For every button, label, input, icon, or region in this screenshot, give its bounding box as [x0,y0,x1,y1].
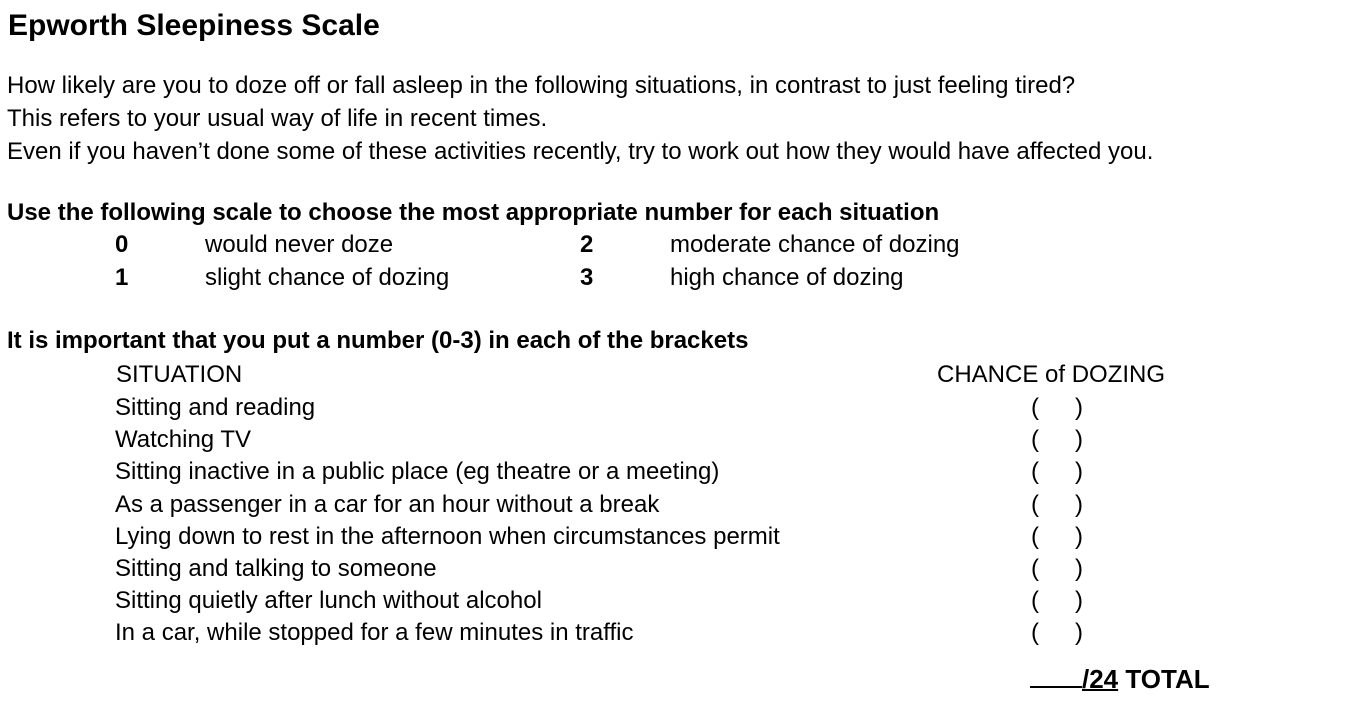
scale-description: high chance of dozing [670,264,904,291]
scale-description: slight chance of dozing [205,264,450,291]
scale-value: 2 [580,231,594,258]
situation-label: Watching TV [115,426,252,454]
scale-value: 3 [580,264,594,291]
total-max: /24 [1082,664,1119,694]
situation-row: Sitting quietly after lunch without alcohol ( ) [0,585,1352,617]
scale-row [0,262,1352,294]
situation-row: Lying down to rest in the afternoon when circumstances permit ( ) [0,521,1352,553]
situation-column-header: SITUATION [116,361,243,388]
situation-label: As a passenger in a car for an hour without a break [115,490,660,518]
situation-row: As a passenger in a car for an hour without a break ( ) [0,489,1352,521]
situation-label: In a car, while stopped for a few minutes in traffic [115,619,634,647]
situation-label: Sitting inactive in a public place (eg theatre or a meeting) [115,458,720,486]
situation-row: In a car, while stopped for a few minutes in traffic ( ) [0,617,1352,649]
intro-paragraph [7,69,1153,168]
situation-label: Sitting quietly after lunch without alcohol [115,587,542,615]
chance-column-header: CHANCE of DOZING [937,361,1166,388]
situation-row: Sitting and talking to someone ( ) [0,553,1352,585]
intro-line: Even if you haven’t done some of these activities recently, try to work out how they would have affected you. [7,138,1154,165]
page-title: Epworth Sleepiness Scale [8,9,380,42]
total-label: TOTAL [1125,664,1210,694]
situation-row: Sitting inactive in a public place (eg theatre or a meeting) ( ) [0,456,1352,488]
situation-list [0,392,1352,650]
scale-value: 1 [115,264,129,291]
total-score [1030,662,1210,696]
situation-label: Sitting and talking to someone [115,554,437,582]
instructions-heading: It is important that you put a number (0-3) in each of the brackets [7,327,749,354]
situation-row: Sitting and reading ( ) [0,392,1352,424]
situation-row: Watching TV ( ) [0,424,1352,456]
scale-description: moderate chance of dozing [670,231,960,258]
total-score-blank[interactable] [1030,664,1082,688]
situation-label: Lying down to rest in the afternoon when circumstances permit [115,522,780,550]
scale-row [0,229,1352,261]
situation-label: Sitting and reading [115,394,316,421]
intro-line: How likely are you to doze off or fall asleep in the following situations, in contrast to just feeling tired? [7,72,1076,99]
scale-heading: Use the following scale to choose the most appropriate number for each situation [7,199,940,226]
scale-description: would never doze [205,231,394,258]
intro-line: This refers to your usual way of life in recent times. [7,105,548,132]
scale-value: 0 [115,231,129,258]
